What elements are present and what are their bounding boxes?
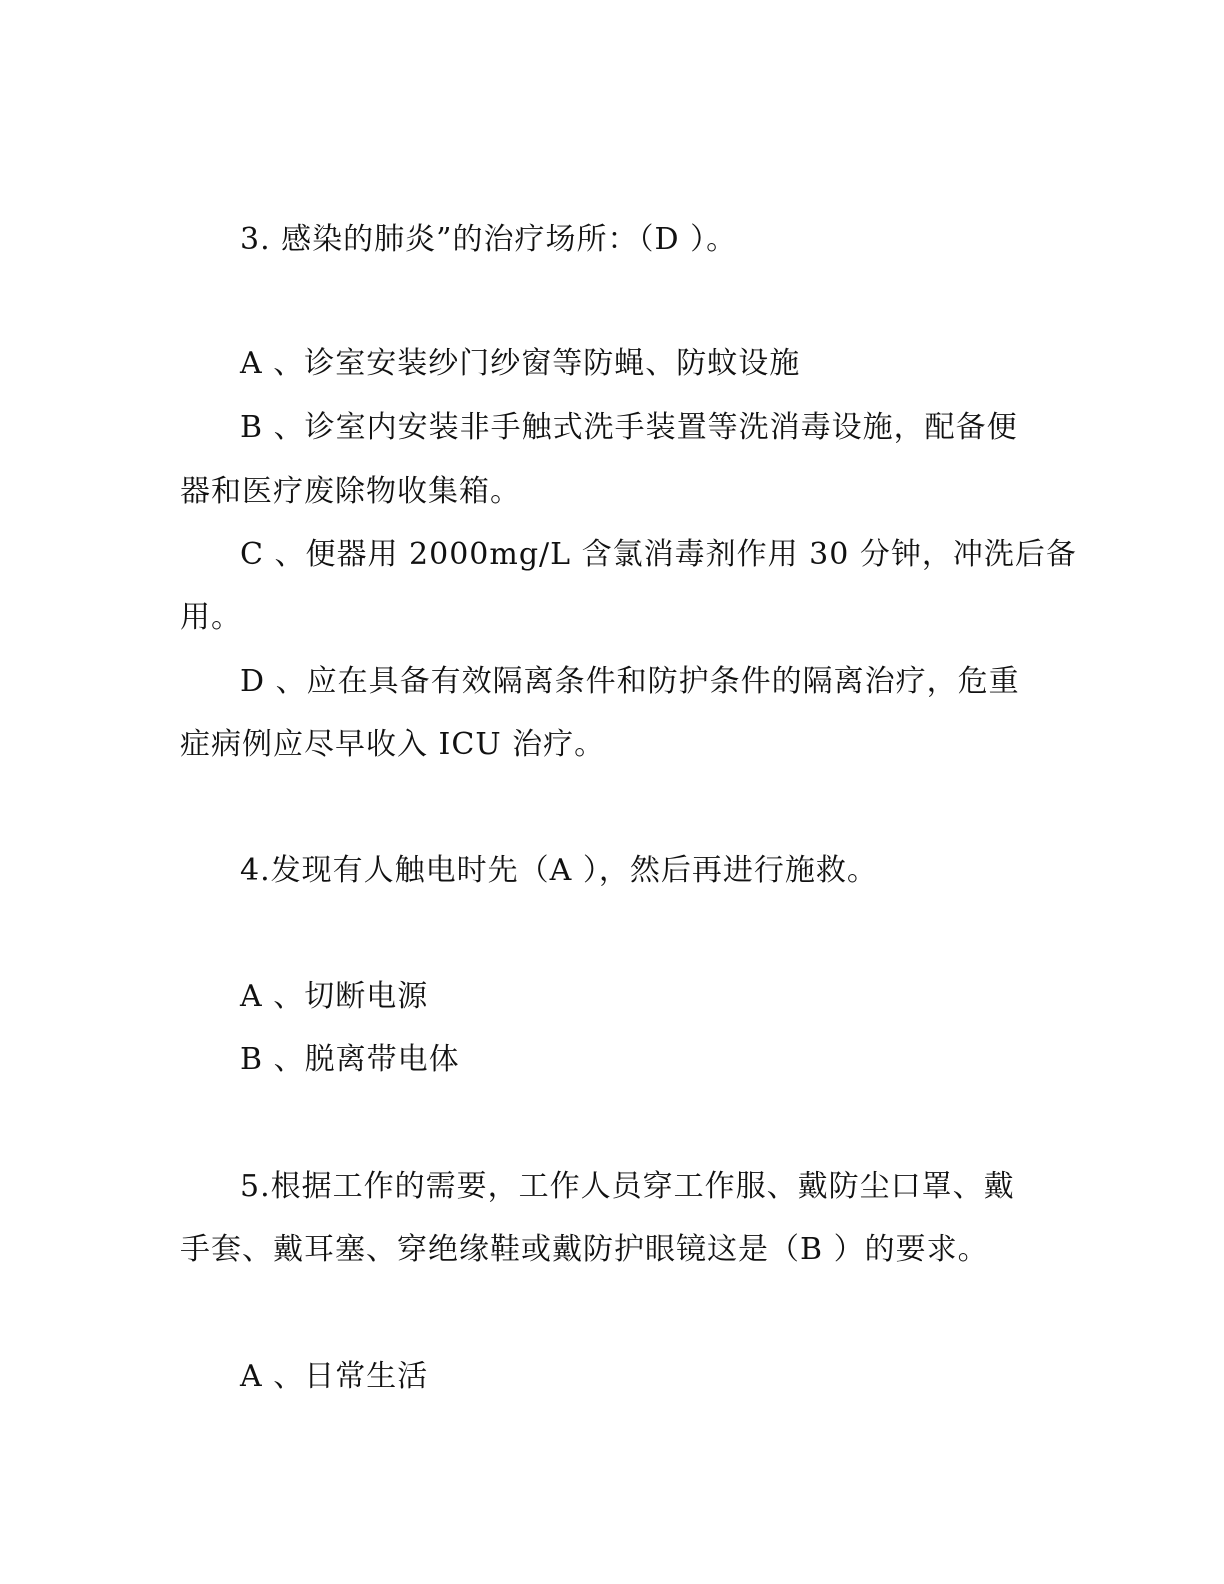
question-5-stem-line-2: 手套、戴耳塞、穿绝缘鞋或戴防护眼镜这是（B ）的要求。 xyxy=(180,1232,989,1267)
question-3-option-a: A 、诊室安装纱门纱窗等防蝇、防蚊设施 xyxy=(240,346,801,381)
question-4-option-a: A 、切断电源 xyxy=(240,979,429,1014)
question-3-stem: 3. 感染的肺炎”的治疗场所：（D ）。 xyxy=(240,222,738,257)
question-5-stem-line-1: 5.根据工作的需要，工作人员穿工作服、戴防尘口罩、戴 xyxy=(240,1169,1015,1204)
question-3-option-d-line-2: 症病例应尽早收入 ICU 治疗。 xyxy=(180,727,606,762)
question-4-option-b: B 、脱离带电体 xyxy=(240,1042,460,1077)
question-3-option-d-line-1: D 、应在具备有效隔离条件和防护条件的隔离治疗，危重 xyxy=(240,664,1020,699)
question-3-option-b-line-1: B 、诊室内安装非手触式洗手装置等洗消毒设施，配备便 xyxy=(240,410,1018,445)
question-4-stem: 4.发现有人触电时先（A ），然后再进行施救。 xyxy=(240,853,878,888)
question-3-option-c-line-1: C 、便器用 2000mg/L 含氯消毒剂作用 30 分钟，冲洗后备 xyxy=(240,537,1077,572)
question-3-option-b-line-2: 器和医疗废除物收集箱。 xyxy=(180,474,521,509)
question-3-option-c-line-2: 用。 xyxy=(180,600,242,635)
question-5-option-a: A 、日常生活 xyxy=(240,1359,429,1394)
